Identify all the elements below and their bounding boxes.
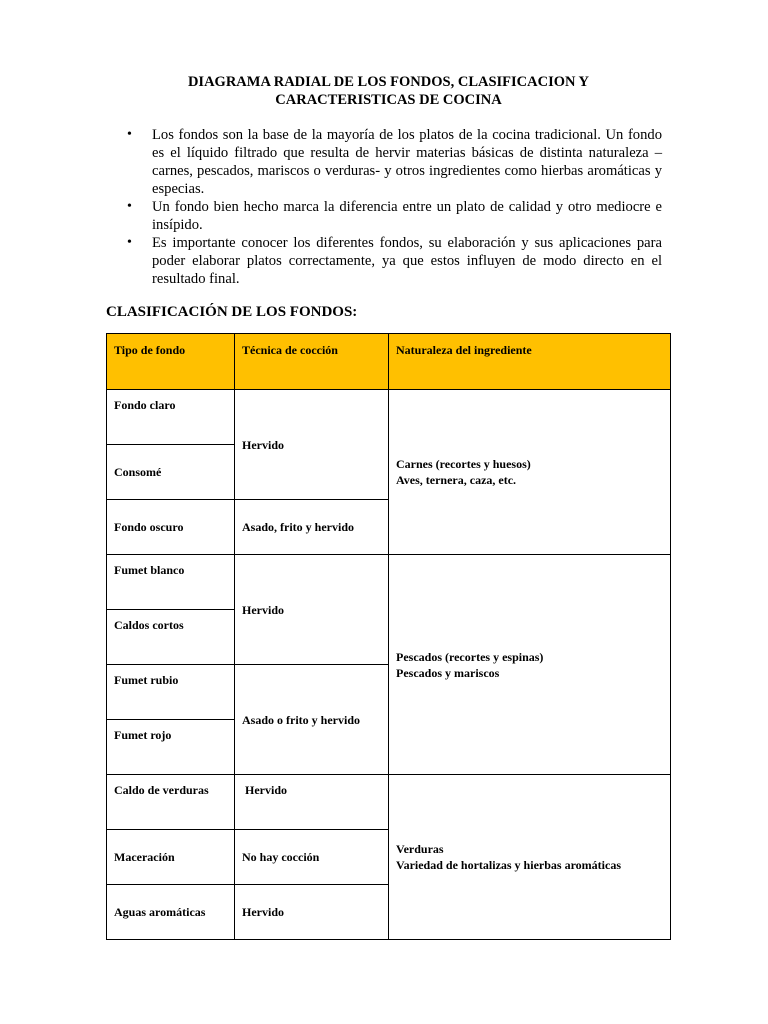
technique-cell: No hay cocción bbox=[235, 830, 389, 885]
title-line-2: CARACTERISTICAS DE COCINA bbox=[275, 92, 502, 108]
bullet-icon: • bbox=[127, 199, 132, 214]
technique-cell: Asado o frito y hervido bbox=[235, 665, 389, 775]
type-cell: Fumet rojo bbox=[107, 720, 235, 775]
bullet-item bbox=[106, 198, 662, 234]
bullet-item bbox=[106, 126, 662, 198]
table-row bbox=[107, 775, 671, 830]
header-tecnica-de-coccion: Técnica de cocción bbox=[235, 334, 389, 390]
technique-cell: Hervido bbox=[235, 555, 389, 665]
ingredient-line: Pescados (recortes y espinas) bbox=[396, 649, 544, 664]
table-header-row bbox=[107, 334, 671, 390]
ingredient-line: Verduras bbox=[396, 842, 444, 856]
ingredient-line: Carnes (recortes y huesos) bbox=[396, 457, 531, 471]
technique-cell: Hervido bbox=[235, 775, 389, 830]
bullet-text: Los fondos son la base de la mayoría de los platos de la cocina tradicional. Un fondo es el líquido filtrado que resulta de hervir materias básicas de distinta naturaleza – carnes, pescados, mariscos o verduras- y otros ingredientes como hierbas aromáticas y especias. bbox=[152, 127, 662, 197]
bullet-icon: • bbox=[127, 127, 132, 142]
type-cell: Aguas aromáticas bbox=[107, 885, 235, 940]
bullet-text: Es importante conocer los diferentes fondos, su elaboración y sus aplicaciones para poder elaborar platos correctamente, ya que estos influyen de modo directo en el resultado final. bbox=[152, 235, 662, 287]
type-cell: Fumet rubio bbox=[107, 665, 235, 720]
fondos-classification-table bbox=[106, 333, 671, 940]
technique-cell: Hervido bbox=[235, 885, 389, 940]
ingredient-cell-pescados bbox=[389, 555, 671, 775]
type-cell: Fumet blanco bbox=[107, 555, 235, 610]
bullet-item bbox=[106, 234, 662, 288]
ingredient-line: Variedad de hortalizas y hierbas aromáticas bbox=[396, 858, 621, 872]
title-line-1: DIAGRAMA RADIAL DE LOS FONDOS, CLASIFICACION Y bbox=[187, 74, 590, 90]
table-row bbox=[107, 390, 671, 445]
ingredient-line: Pescados y mariscos bbox=[396, 665, 500, 680]
intro-bullet-list bbox=[106, 126, 662, 288]
table-row bbox=[107, 555, 671, 610]
type-cell: Fondo claro bbox=[107, 390, 235, 445]
bullet-icon: • bbox=[127, 235, 132, 250]
type-cell: Maceración bbox=[107, 830, 235, 885]
type-cell: Fondo oscuro bbox=[107, 500, 235, 555]
type-cell: Consomé bbox=[107, 445, 235, 500]
ingredient-cell-verduras bbox=[389, 775, 671, 940]
ingredient-line: Aves, ternera, caza, etc. bbox=[396, 473, 517, 487]
ingredient-cell-carnes bbox=[389, 390, 671, 555]
header-tipo-de-fondo: Tipo de fondo bbox=[107, 334, 235, 390]
type-cell: Caldo de verduras bbox=[107, 775, 235, 830]
document-title bbox=[106, 73, 671, 109]
type-cell: Caldos cortos bbox=[107, 610, 235, 665]
header-naturaleza-del-ingrediente: Naturaleza del ingrediente bbox=[389, 334, 671, 390]
technique-cell: Asado, frito y hervido bbox=[235, 500, 389, 555]
bullet-text: Un fondo bien hecho marca la diferencia entre un plato de calidad y otro mediocre e insípido. bbox=[152, 199, 662, 233]
section-heading: CLASIFICACIÓN DE LOS FONDOS: bbox=[106, 304, 358, 320]
technique-cell: Hervido bbox=[235, 390, 389, 500]
